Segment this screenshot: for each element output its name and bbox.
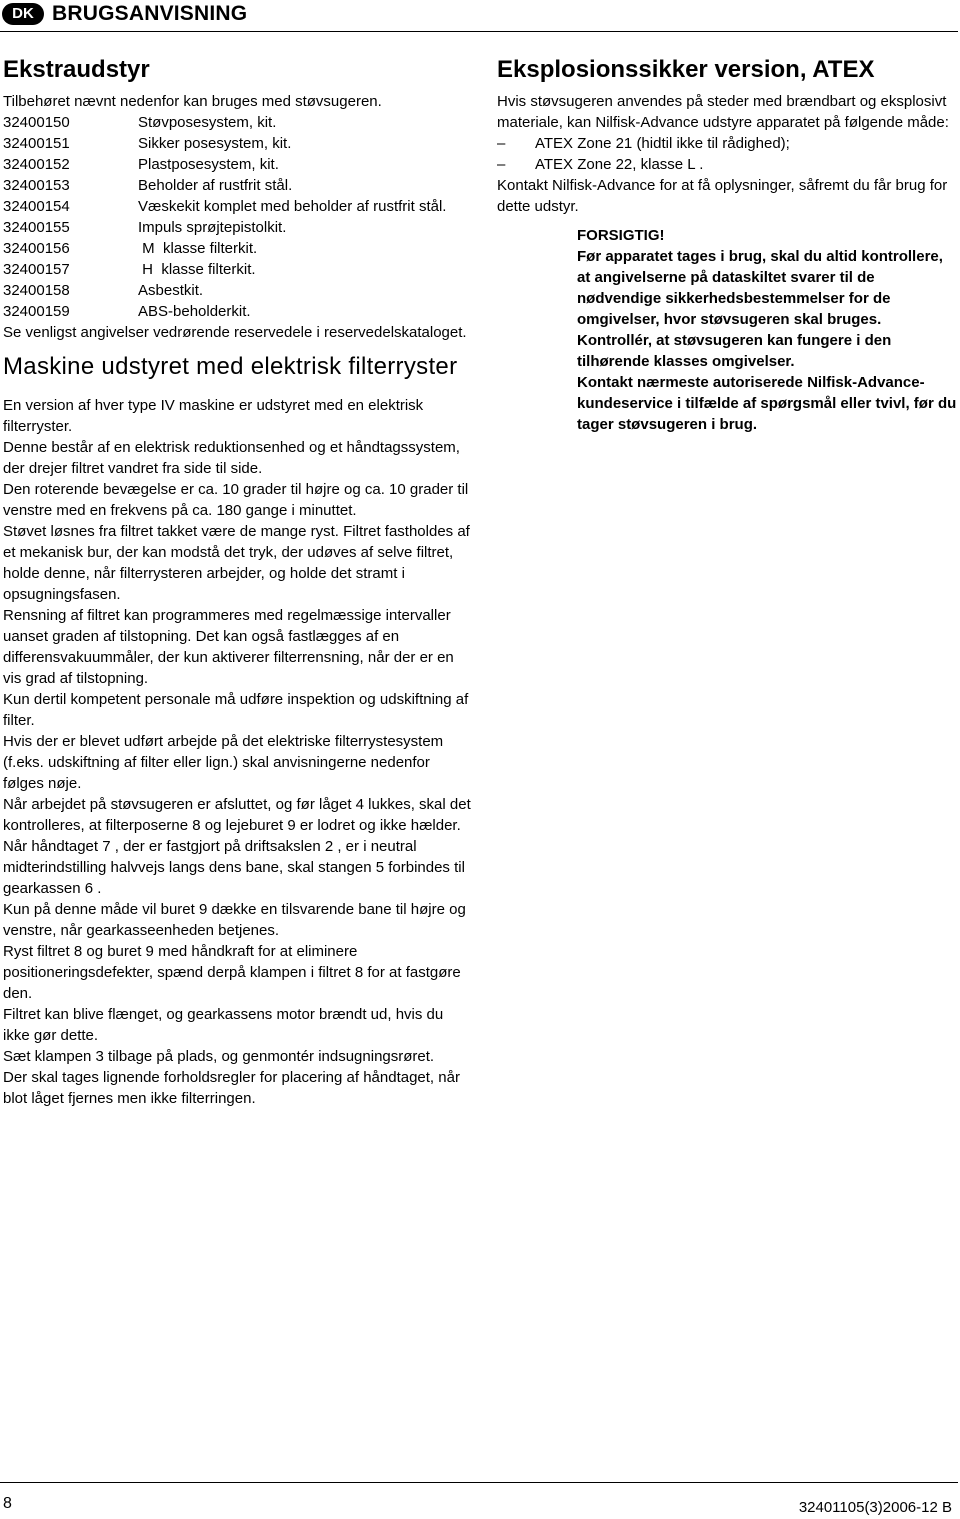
accessory-item <box>3 154 473 175</box>
atex-contact: Kontakt Nilfisk-Advance for at få oplysninger, såfremt du får brug for dette udstyr. <box>497 177 948 215</box>
shaker-paragraph: Hvis der er blevet udført arbejde på det elektriske filterrystesystem (f.eks. udskiftning af filter eller lign.) skal anvisningerne nedenfor følges nøje. <box>3 733 444 792</box>
accessory-desc: Asbestkit. <box>138 282 204 299</box>
page-header <box>0 0 960 36</box>
accessory-item <box>3 133 473 154</box>
accessory-item <box>3 238 473 259</box>
left-column <box>3 54 473 1109</box>
atex-list-item <box>497 154 957 175</box>
accessory-item <box>3 259 473 280</box>
caution-title: FORSIGTIG! <box>577 227 665 244</box>
page-number: 8 <box>3 1495 12 1512</box>
atex-list-item <box>497 133 957 154</box>
shaker-paragraph: Når arbejdet på støvsugeren er afsluttet, og før låget 4 lukkes, skal det kontrolleres, at filterposerne 8 og lejeburet 9 er lodret og ikke hælder. <box>3 796 471 834</box>
shaker-paragraph: Ryst filtret 8 og buret 9 med håndkraft for at eliminere positioneringsdefekter, spænd derpå klampen i filtret 8 for at fastgøre den. <box>3 943 461 1002</box>
accessories-intro: Tilbehøret nævnt nedenfor kan bruges med støvsugeren. <box>3 93 382 110</box>
accessory-item <box>3 217 473 238</box>
atex-intro: Hvis støvsugeren anvendes på steder med brændbart og eksplosivt materiale, kan Nilfisk-Advance udstyre apparatet på følgende måde: <box>497 93 949 131</box>
accessories-heading: Ekstraudstyr <box>3 56 150 83</box>
shaker-paragraph: En version af hver type IV maskine er udstyret med en elektrisk filterryster. <box>3 397 424 435</box>
caution-text: Før apparatet tages i brug, skal du altid kontrollere, at angivelserne på dataskiltet svarer til de nødvendige sikkerhedsbestemmelser for de omgivelser, hvor støvsugeren skal bruges. <box>577 248 943 328</box>
shaker-paragraph: Rensning af filtret kan programmeres med regelmæssige intervaller uanset graden af tilstopning. Det kan også fastlægges af en differensvakuummåler, der kun aktiverer filterrensning, når der er en vis grad af tilstopning. <box>3 607 454 687</box>
dash-bullet: – <box>497 135 506 152</box>
dash-bullet: – <box>497 156 506 173</box>
shaker-paragraph: Der skal tages lignende forholdsregler for placering af håndtaget, når blot låget fjernes men ikke filterringen. <box>3 1069 460 1107</box>
shaker-paragraph: Filtret kan blive flænget, og gearkassens motor brændt ud, hvis du ikke gør dette. <box>3 1006 444 1044</box>
accessory-desc: Støvposesystem, kit. <box>138 114 277 131</box>
atex-item-text: ATEX Zone 22, klasse L . <box>535 156 704 173</box>
accessory-desc: H klasse filterkit. <box>138 261 256 278</box>
accessory-code: 32400156 <box>3 240 70 257</box>
accessory-item <box>3 301 473 322</box>
accessory-item <box>3 196 473 217</box>
accessory-code: 32400150 <box>3 114 70 131</box>
accessory-code: 32400154 <box>3 198 70 215</box>
shaker-paragraph: Kun på denne måde vil buret 9 dække en tilsvarende bane til højre og venstre, når gearkasseenheden betjenes. <box>3 901 466 939</box>
right-column <box>497 54 957 435</box>
shaker-paragraph: Støvet løsnes fra filtret takket være de mange ryst. Filtret fastholdes af et mekanisk bur, der kan modstå det tryk, der udøves af selve filtret, holde denne, når filterrysteren arbejder, og holde det stramt i opsugningsfasen. <box>3 523 470 603</box>
spare-parts-note: Se venligst angivelser vedrørende reservedele i reservedelskataloget. <box>3 324 467 341</box>
accessory-desc: Impuls sprøjtepistolkit. <box>138 219 287 236</box>
language-badge: DK <box>2 3 44 25</box>
accessory-code: 32400155 <box>3 219 70 236</box>
atex-item-text: ATEX Zone 21 (hidtil ikke til rådighed); <box>535 135 790 152</box>
accessory-item <box>3 175 473 196</box>
shaker-paragraph: Denne består af en elektrisk reduktionsenhed og et håndtagssystem, der drejer filtret vandret fra side til side. <box>3 439 460 477</box>
accessory-code: 32400153 <box>3 177 70 194</box>
accessory-code: 32400151 <box>3 135 70 152</box>
document-code: 32401105(3)2006-12 B <box>798 1499 952 1516</box>
accessory-code: 32400158 <box>3 282 70 299</box>
atex-heading: Eksplosionssikker version, ATEX <box>497 56 875 83</box>
shaker-paragraph: Når håndtaget 7 , der er fastgjort på driftsakslen 2 , er i neutral midterindstilling halvvejs langs dens bane, skal stangen 5 forbindes til gearkassen 6 . <box>3 838 465 897</box>
accessory-desc: Beholder af rustfrit stål. <box>138 177 293 194</box>
accessories-list <box>3 112 473 322</box>
shaker-paragraph: Den roterende bevægelse er ca. 10 grader til højre og ca. 10 grader til venstre med en frekvens på ca. 180 gange i minuttet. <box>3 481 469 519</box>
footer-divider <box>0 1482 958 1483</box>
document-title: BRUGSANVISNING <box>52 2 248 25</box>
caution-text: Kontrollér, at støvsugeren kan fungere i den tilhørende klasses omgivelser. <box>577 332 892 370</box>
accessory-desc: Sikker posesystem, kit. <box>138 135 292 152</box>
accessory-desc: ABS-beholderkit. <box>138 303 251 320</box>
accessory-code: 32400157 <box>3 261 70 278</box>
accessory-code: 32400159 <box>3 303 70 320</box>
accessory-desc: Plastposesystem, kit. <box>138 156 279 173</box>
caution-box <box>577 225 957 435</box>
shaker-paragraph: Kun dertil kompetent personale må udføre inspektion og udskiftning af filter. <box>3 691 469 729</box>
accessory-desc: M klasse filterkit. <box>138 240 258 257</box>
caution-text: Kontakt nærmeste autoriserede Nilfisk-Advance-kundeservice i tilfælde af spørgsmål eller tvivl, før du tager støvsugeren i brug. <box>577 374 957 433</box>
accessory-code: 32400152 <box>3 156 70 173</box>
header-divider <box>0 31 958 32</box>
filter-shaker-heading: Maskine udstyret med elektrisk filterryster <box>3 353 458 380</box>
accessory-item <box>3 112 473 133</box>
accessory-desc: Væskekit komplet med beholder af rustfrit stål. <box>138 198 447 215</box>
accessory-item <box>3 280 473 301</box>
shaker-paragraph: Sæt klampen 3 tilbage på plads, og genmontér indsugningsrøret. <box>3 1048 435 1065</box>
